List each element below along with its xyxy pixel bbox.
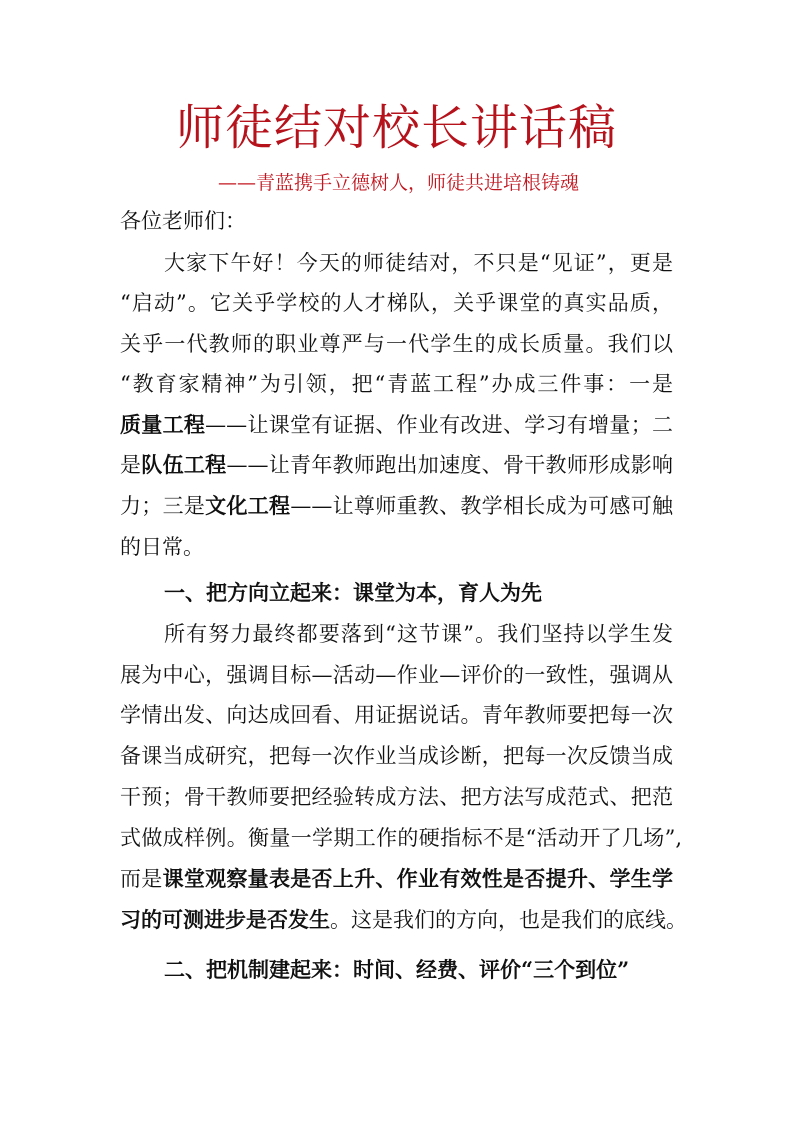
text-run: 力；三是 (120, 494, 206, 518)
document-subtitle: ——青蓝携手立德树人，师徒共进培根铸魂 (217, 172, 579, 194)
text-line: 关乎一代教师的职业尊严与一代学生的成长质量。我们以 (120, 332, 673, 356)
text-run: 而是 (120, 867, 163, 891)
bold-term: 文化工程 (205, 493, 291, 518)
section-heading-1: 一、把方向立起来：课堂为本，育人为先 (164, 580, 542, 605)
bold-term: 质量工程 (120, 412, 206, 437)
text-line (120, 865, 673, 893)
text-line: 式做成样例。衡量一学期工作的硬指标不是“活动开了几场”, (120, 826, 682, 850)
text-line (120, 451, 673, 479)
text-line (120, 492, 673, 520)
section-heading-2: 二、把机制建起来：时间、经费、评价“三个到位” (164, 957, 630, 982)
text-line: “教育家精神”为引领，把“青蓝工程”办成三件事：一是 (120, 372, 673, 396)
text-run: ——让课堂有证据、作业有改进、学习有增量；二 (205, 413, 674, 437)
text-run: ——让青年教师跑出加速度、骨干教师形成影响 (226, 453, 674, 477)
document-title: 师徒结对校长讲话稿 (175, 100, 617, 156)
text-line: 大家下午好！今天的师徒结对，不只是“见证”，更是 (164, 251, 673, 275)
text-line: 所有努力最终都要落到“这节课”。我们坚持以学生发 (164, 622, 673, 646)
text-line: 的日常。 (120, 535, 204, 559)
text-line: 干预；骨干教师要把经验转成方法、把方法写成范式、把范 (120, 785, 673, 809)
text-line: 展为中心，强调目标—活动—作业—评价的一致性，强调从 (120, 663, 673, 687)
bold-term: 习的可测进步是否发生 (120, 907, 330, 932)
text-line: 备课当成研究，把每一次作业当成诊断，把每一次反馈当成 (120, 744, 673, 768)
bold-term: 队伍工程 (141, 452, 227, 477)
text-run: ——让尊师重教、教学相长成为可感可触 (290, 494, 674, 518)
text-line: 学情出发、向达成回看、用证据说话。青年教师要把每一次 (120, 703, 673, 727)
text-run: 。这是我们的方向，也是我们的底线。 (330, 908, 687, 932)
bold-term: 课堂观察量表是否上升、作业有效性是否提升、学生学 (162, 866, 674, 891)
text-run: 是 (120, 453, 142, 477)
text-line: “启动”。它关乎学校的人才梯队，关乎课堂的真实品质， (120, 291, 673, 315)
text-line (120, 906, 687, 934)
salutation: 各位老师们： (120, 209, 246, 233)
text-line (120, 411, 673, 439)
